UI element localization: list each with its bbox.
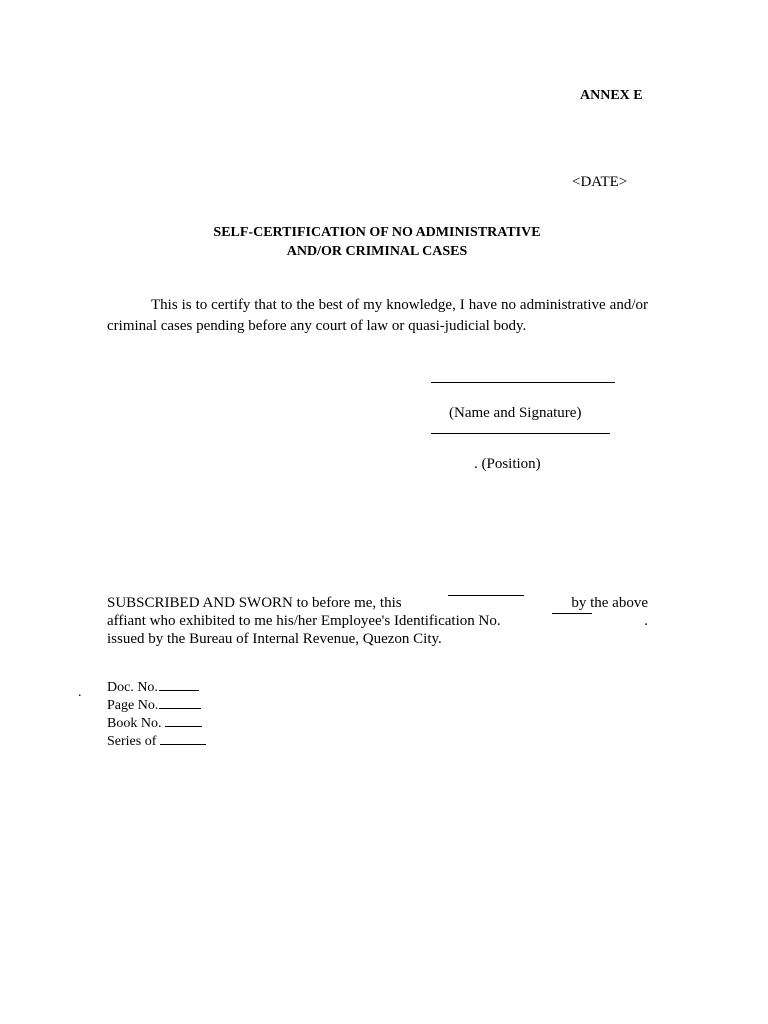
jurat-text-2b: .: [644, 613, 648, 629]
jurat-line-3: issued by the Bureau of Internal Revenue, Quezon City.: [107, 631, 442, 647]
jurat-text-2a: affiant who exhibited to me his/her Employee's Identification No.: [107, 613, 501, 629]
document-title-line-2: AND/OR CRIMINAL CASES: [286, 244, 468, 259]
position-caption: . (Position): [474, 456, 541, 472]
page-no-label: Page No.: [107, 698, 159, 713]
doc-no-label: Doc. No.: [107, 680, 158, 695]
book-no-label: Book No.: [107, 716, 162, 731]
signature-line: [431, 382, 615, 383]
jurat-id-blank: [552, 612, 592, 614]
series-of-label: Series of: [107, 734, 157, 749]
name-signature-caption: (Name and Signature): [449, 405, 582, 421]
book-no-blank: [165, 725, 202, 727]
jurat-text-1b: by the above: [571, 595, 648, 611]
stray-mark: .: [78, 685, 82, 700]
jurat-block: [107, 594, 648, 648]
series-of-row: [107, 733, 210, 751]
page-no-blank: [159, 707, 201, 709]
certification-paragraph: This is to certify that to the best of my knowledge, I have no administrative and/or criminal cases pending before any court of law or quasi-judicial body.: [107, 297, 648, 334]
jurat-date-blank: [448, 594, 524, 596]
jurat-text-1a: SUBSCRIBED AND SWORN to before me, this: [107, 595, 402, 611]
jurat-line-1: [107, 594, 648, 612]
book-no-row: [107, 715, 206, 733]
document-title-line-1: SELF-CERTIFICATION OF NO ADMINISTRATIVE: [213, 225, 541, 240]
position-line: [431, 433, 610, 434]
jurat-line-2: [107, 612, 648, 630]
annex-label: ANNEX E: [580, 88, 643, 103]
doc-no-row: [107, 679, 203, 697]
doc-no-blank: [159, 689, 199, 691]
series-of-blank: [160, 743, 206, 745]
date-placeholder: <DATE>: [572, 174, 628, 190]
page-no-row: [107, 697, 205, 715]
